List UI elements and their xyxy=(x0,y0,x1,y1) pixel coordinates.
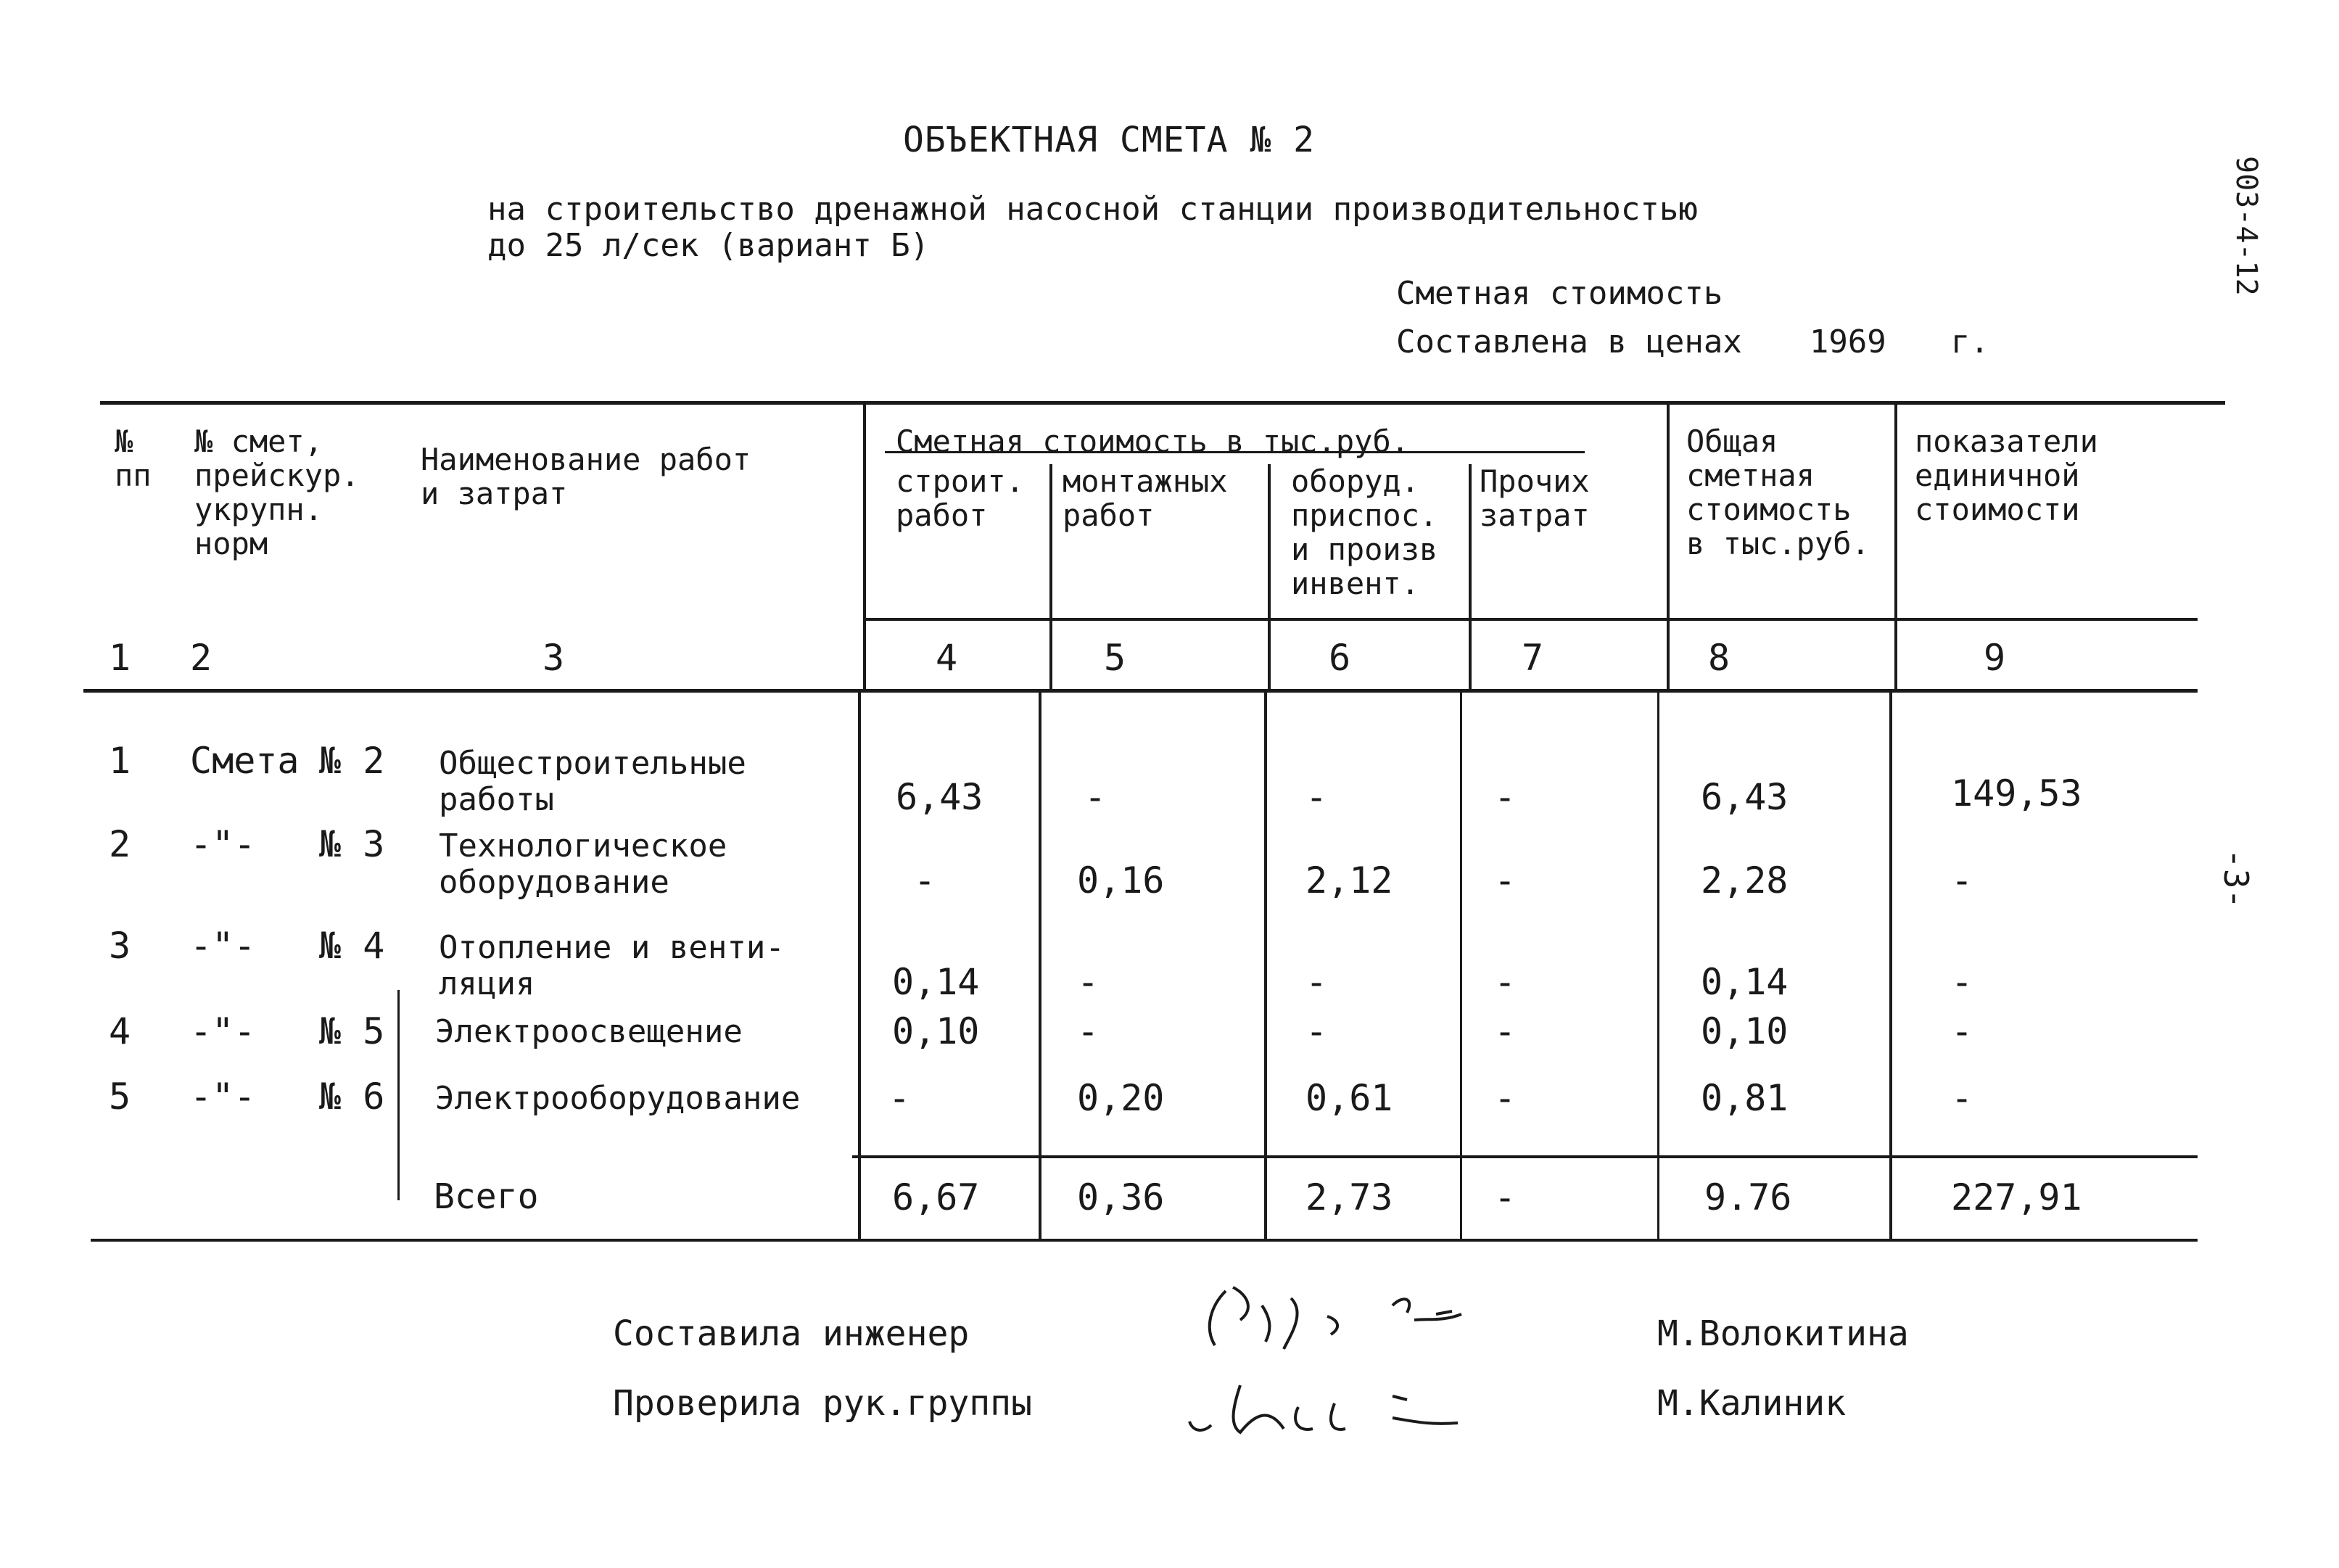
signature-checked xyxy=(1175,1363,1501,1443)
total-top-rule xyxy=(852,1155,2198,1158)
row-4-c4: 0,10 xyxy=(892,1010,980,1052)
row-1-c7: - xyxy=(1494,776,1517,818)
row-3-c7: - xyxy=(1494,961,1517,1003)
row-4-c5: - xyxy=(1077,1010,1100,1052)
row-4-c9: - xyxy=(1951,1010,1973,1052)
row-2-c9: - xyxy=(1951,859,1973,901)
col-number: 8 xyxy=(1708,637,1730,679)
row-3-refnum: № 4 xyxy=(319,925,385,967)
header-col-8: Общая сметная стоимость в тыс.руб. xyxy=(1686,424,1870,561)
prices-suffix: г. xyxy=(1950,323,1989,360)
total-c7: - xyxy=(1494,1176,1517,1218)
checked-name: М.Калиник xyxy=(1657,1383,1847,1424)
row-5-c8: 0,81 xyxy=(1701,1077,1789,1119)
table-bottom-rule xyxy=(91,1239,2198,1242)
prices-label: Составлена в ценах xyxy=(1396,323,1742,360)
row-2-c7: - xyxy=(1494,859,1517,901)
side-code: 903-4-12 xyxy=(2229,156,2263,296)
row-1-number: 1 xyxy=(109,740,131,782)
row-1-c9: 149,53 xyxy=(1951,772,2082,814)
row-5-name: Электрооборудование xyxy=(435,1080,801,1117)
vline-c5-header xyxy=(1049,464,1052,690)
row-5-c5: 0,20 xyxy=(1077,1077,1165,1119)
row-5-c9: - xyxy=(1951,1077,1973,1119)
vline-c8-header xyxy=(1667,403,1670,690)
page-number: -3- xyxy=(2216,849,2256,909)
row-2-ref: -"- xyxy=(190,823,256,865)
row-2-number: 2 xyxy=(109,823,131,865)
prices-line xyxy=(1396,323,1989,362)
row-1-c6: - xyxy=(1305,776,1328,818)
row-5-c7: - xyxy=(1494,1077,1517,1119)
header-col-9: показатели единичной стоимости xyxy=(1915,424,2098,527)
row-3-c5: - xyxy=(1077,961,1100,1003)
table-top-rule xyxy=(100,401,2225,405)
row-1-c5: - xyxy=(1084,776,1107,818)
subtitle-line-1: на строительство дренажной насосной станции производительностью xyxy=(487,191,1698,228)
row-5-c6: 0,61 xyxy=(1305,1077,1393,1119)
row-3-c9: - xyxy=(1951,961,1973,1003)
vline-c6-body xyxy=(1264,693,1267,1240)
row-1-name: Общестроительные работы xyxy=(439,745,746,818)
header-sub-rule xyxy=(863,618,2198,621)
col-number: 4 xyxy=(936,637,958,679)
signature-compiled xyxy=(1182,1276,1509,1363)
row-3-c8: 0,14 xyxy=(1701,961,1789,1003)
vline-c4-header xyxy=(863,403,866,690)
header-col-7: Прочих затрат xyxy=(1480,463,1590,533)
header-col-4: строит. работ xyxy=(896,463,1025,533)
col-number: 7 xyxy=(1522,637,1544,679)
header-group: Сметная стоимость в тыс.руб. xyxy=(896,424,1410,459)
total-label: Всего xyxy=(434,1176,539,1217)
col-number: 1 xyxy=(109,637,131,679)
header-col-1: № пп xyxy=(115,424,152,493)
prices-year: 1969 xyxy=(1809,323,1886,360)
row-2-c4: - xyxy=(914,859,936,901)
row-3-c6: - xyxy=(1305,961,1328,1003)
compiled-label: Составила инженер xyxy=(613,1313,970,1354)
col-number: 2 xyxy=(190,637,213,679)
total-c4: 6,67 xyxy=(892,1176,980,1218)
row-3-name: Отопление и венти- ляция xyxy=(439,929,785,1002)
document-title: ОБЪЕКТНАЯ СМЕТА № 2 xyxy=(903,120,1316,160)
vline-c9-body xyxy=(1889,693,1892,1240)
vline-c4-body xyxy=(858,693,861,1240)
col-number: 3 xyxy=(543,637,565,679)
header-col-6: оборуд. приспос. и произв инвент. xyxy=(1291,463,1438,601)
row-2-name: Технологическое оборудование xyxy=(439,828,727,901)
row-2-c6: 2,12 xyxy=(1305,859,1393,901)
row-1-c8: 6,43 xyxy=(1701,776,1789,818)
total-c6: 2,73 xyxy=(1305,1176,1393,1218)
vline-c7-header xyxy=(1469,464,1472,690)
row-2-c8: 2,28 xyxy=(1701,859,1789,901)
row-2-refnum: № 3 xyxy=(319,823,385,865)
vline-name-body xyxy=(397,990,400,1200)
row-5-c4: - xyxy=(888,1077,911,1119)
vline-c6-header xyxy=(1268,464,1271,690)
total-c8: 9.76 xyxy=(1704,1176,1792,1218)
checked-label: Проверила рук.группы xyxy=(613,1383,1032,1424)
row-1-ref: Смета xyxy=(190,740,300,782)
header-col-3: Наименование работ и затрат xyxy=(421,442,751,511)
col-number: 6 xyxy=(1329,637,1351,679)
header-col-2: № смет, прейскур. укрупн. норм xyxy=(194,424,360,561)
row-1-c4: 6,43 xyxy=(896,776,983,818)
row-4-refnum: № 5 xyxy=(319,1010,385,1052)
total-c5: 0,36 xyxy=(1077,1176,1165,1218)
row-4-name: Электроосвещение xyxy=(435,1013,743,1050)
total-c9: 227,91 xyxy=(1951,1176,2082,1218)
row-5-ref: -"- xyxy=(190,1076,256,1118)
header-bottom-rule xyxy=(83,689,2198,693)
row-5-number: 5 xyxy=(109,1076,131,1118)
row-5-refnum: № 6 xyxy=(319,1076,385,1118)
vline-c5-body xyxy=(1039,693,1041,1240)
row-3-ref: -"- xyxy=(190,925,256,967)
row-3-c4: 0,14 xyxy=(892,961,980,1003)
subtitle-line-2: до 25 л/сек (вариант Б) xyxy=(487,227,930,264)
compiled-name: М.Волокитина xyxy=(1657,1313,1909,1354)
row-3-number: 3 xyxy=(109,925,131,967)
row-4-c8: 0,10 xyxy=(1701,1010,1789,1052)
row-2-c5: 0,16 xyxy=(1077,859,1165,901)
vline-c8-body xyxy=(1657,693,1659,1240)
col-number: 9 xyxy=(1984,637,2006,679)
row-4-c6: - xyxy=(1305,1010,1328,1052)
estimated-cost-label: Сметная стоимость xyxy=(1396,275,1723,312)
row-4-ref: -"- xyxy=(190,1010,256,1052)
vline-c7-body xyxy=(1460,693,1462,1240)
row-4-c7: - xyxy=(1494,1010,1517,1052)
row-1-refnum: № 2 xyxy=(319,740,385,782)
vline-c9-header xyxy=(1894,403,1897,690)
header-col-5: монтажных работ xyxy=(1063,463,1228,533)
row-4-number: 4 xyxy=(109,1010,131,1052)
col-number: 5 xyxy=(1104,637,1126,679)
